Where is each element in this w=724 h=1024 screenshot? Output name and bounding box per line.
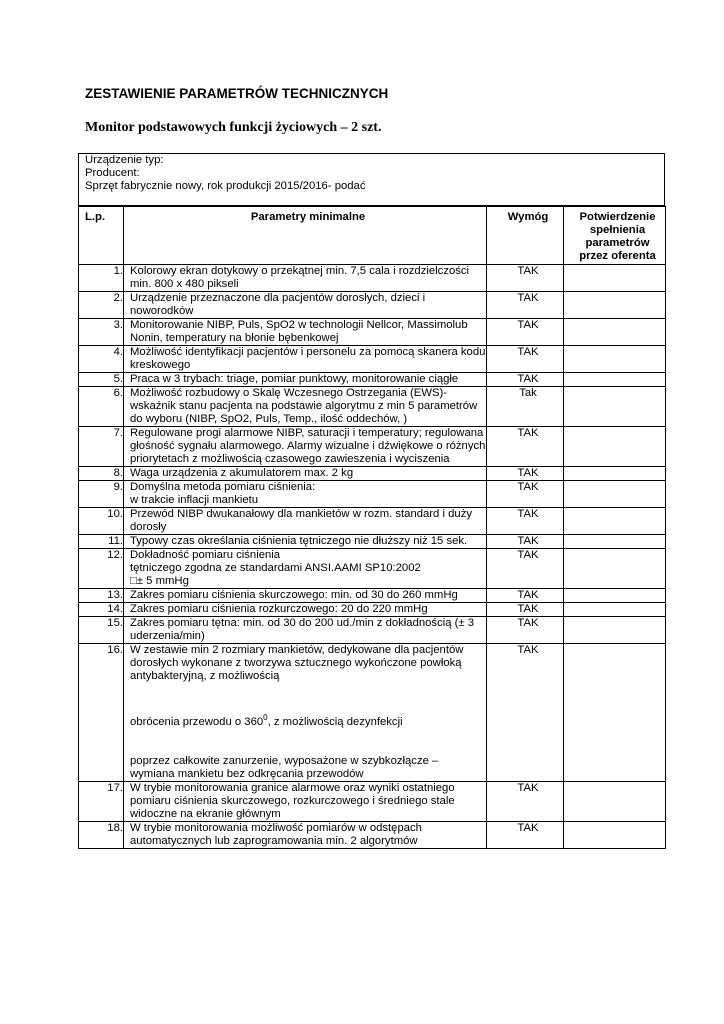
row-parameter: Kolorowy ekran dotykowy o przekątnej min. 7,5 cala i rozdzielczości min. 800 x 480 pikseli [124,265,487,292]
page-subheading: Monitor podstawowych funkcji życiowych – 2 szt. [85,120,382,135]
row-parameter: Typowy czas określania ciśnienia tętniczego nie dłuższy niż 15 sek. [124,535,487,549]
device-type-label: Urządzenie typ: [85,154,164,166]
row-requirement: TAK [487,265,564,292]
table-row [79,617,666,644]
header-requirement: Wymóg [487,207,564,265]
table-row [79,781,666,821]
row-lp: 11. [79,535,124,549]
row-requirement: TAK [487,644,564,782]
row-requirement: TAK [487,427,564,467]
row-confirmation-cell[interactable] [564,644,666,782]
row-parameter: W trybie monitorowania możliwość pomiarów w odstępach automatycznych lub zaprogramowania min. 2 algorytmów [124,821,487,848]
row-parameter: Możliwość identyfikacji pacjentów i personelu za pomocą skanera kodu kreskowego [124,346,487,373]
row-parameter: Regulowane progi alarmowe NIBP, saturacji i temperatury; regulowana głośność sygnału alarmowego. Alarmy wizualne i dźwiękowe o różnych priorytetach z możliwością czasowego zawieszenia i wyciszenia [124,427,487,467]
row-requirement: TAK [487,603,564,617]
device-info-box [78,153,665,206]
row-confirmation-cell[interactable] [564,481,666,508]
row-parameter: Waga urządzenia z akumulatorem max. 2 kg [124,467,487,481]
row-parameter: Urządzenie przeznaczone dla pacjentów dorosłych, dzieci i noworodków [124,292,487,319]
table-row [79,346,666,373]
table-row [79,481,666,508]
row-lp: 7. [79,427,124,467]
row-lp: 16. [79,644,124,782]
row-requirement: TAK [487,617,564,644]
row-confirmation-cell[interactable] [564,319,666,346]
row-lp: 6. [79,387,124,427]
row-requirement: TAK [487,346,564,373]
row-lp: 14. [79,603,124,617]
row-lp: 1. [79,265,124,292]
row-parameter [124,481,487,508]
row-lp: 15. [79,617,124,644]
table-row [79,467,666,481]
row-confirmation-cell[interactable] [564,821,666,848]
row-confirmation-cell[interactable] [564,508,666,535]
header-parameters: Parametry minimalne [124,207,487,265]
row-requirement: Tak [487,387,564,427]
row-confirmation-cell[interactable] [564,346,666,373]
table-row [79,644,666,782]
row-confirmation-cell[interactable] [564,617,666,644]
row-lp: 9. [79,481,124,508]
row-parameter [124,644,487,782]
table-row [79,603,666,617]
row-requirement: TAK [487,292,564,319]
table-row [79,535,666,549]
row-requirement: TAK [487,508,564,535]
row-parameter-part: W zestawie min 2 rozmiary mankietów, dedykowane dla pacjentów dorosłych wykonane z tworzywa sztucznego wykończone powłoką antybakteryjną, z możliwością [130,644,464,682]
row-lp: 17. [79,781,124,821]
row-confirmation-cell[interactable] [564,373,666,387]
row-confirmation-cell[interactable] [564,292,666,319]
row-lp: 5. [79,373,124,387]
row-lp: 4. [79,346,124,373]
row-parameter-part: poprzez całkowite zanurzenie, wyposażone w szybkozłącze – wymiana mankietu bez odkręcania przewodów [130,754,439,780]
row-parameter-part: obrócenia przewodu o $360^0$, z możliwością dezynfekcji [130,713,403,728]
table-row [79,387,666,427]
page-heading: ZESTAWIENIE PARAMETRÓW TECHNICZNYCH [85,86,389,101]
row-parameter-line: w trakcie inflacji mankietu [130,494,259,506]
row-parameter: Praca w 3 trybach: triage, pomiar punktowy, monitorowanie ciągłe [124,373,487,387]
row-lp: 13. [79,589,124,603]
producer-label: Producent: [85,167,140,179]
row-confirmation-cell[interactable] [564,427,666,467]
table-row [79,508,666,535]
row-lp: 8. [79,467,124,481]
row-requirement: TAK [487,373,564,387]
row-parameter: W trybie monitorowania granice alarmowe oraz wyniki ostatniego pomiaru ciśnienia skurczowego, rozkurczowego i średniego stale widoczne na ekranie głównym [124,781,487,821]
row-parameter: Przewód NIBP dwukanałowy dla mankietów w rozm. standard i duży dorosły [124,508,487,535]
row-requirement: TAK [487,319,564,346]
row-parameter: Zakres pomiaru ciśnienia rozkurczowego: 20 do 220 mmHg [124,603,487,617]
row-requirement: TAK [487,467,564,481]
table-row [79,265,666,292]
row-lp: 2. [79,292,124,319]
row-requirement: TAK [487,535,564,549]
row-parameter: Możliwość rozbudowy o Skalę Wczesnego Ostrzegania (EWS)- wskaźnik stanu pacjenta na podstawie algorytmu z min 5 parametrów do wyboru (NIBP, SpO2, Puls, Temp., ilość oddechów, ) [124,387,487,427]
parameters-table [78,206,666,849]
row-parameter: Monitorowanie NIBP, Puls, SpO2 w technologii Nellcor, Massimolub Nonin, temperatury na błonie bębenkowej [124,319,487,346]
row-confirmation-cell[interactable] [564,387,666,427]
table-row [79,319,666,346]
table-row [79,821,666,848]
row-confirmation-cell[interactable] [564,467,666,481]
row-requirement: TAK [487,481,564,508]
table-row [79,549,666,589]
row-lp: 18. [79,821,124,848]
row-confirmation-cell[interactable] [564,535,666,549]
row-parameter [124,549,487,589]
row-lp: 10. [79,508,124,535]
row-confirmation-cell[interactable] [564,549,666,589]
header-lp: L.p. [79,207,124,265]
row-requirement: TAK [487,549,564,589]
table-row [79,589,666,603]
row-requirement: TAK [487,589,564,603]
new-equipment-label: Sprzęt fabrycznie nowy, rok produkcji 2015/2016- podać [85,180,366,192]
table-header-row [79,207,666,265]
row-requirement: TAK [487,821,564,848]
row-confirmation-cell[interactable] [564,603,666,617]
row-confirmation-cell[interactable] [564,589,666,603]
header-confirmation: Potwierdzenie spełnienia parametrów przez oferenta [564,207,666,265]
row-parameter-line: □± 5 mmHg [130,575,189,587]
row-parameter-line: Dokładność pomiaru ciśnienia [130,549,281,561]
table-row [79,427,666,467]
row-confirmation-cell[interactable] [564,781,666,821]
row-parameter-line: Domyślna metoda pomiaru ciśnienia: [130,481,316,493]
row-parameter-line: tętniczego zgodna ze standardami ANSI.AAMI SP10:2002 [130,562,421,574]
row-lp: 3. [79,319,124,346]
row-lp: 12. [79,549,124,589]
row-requirement: TAK [487,781,564,821]
row-parameter: Zakres pomiaru ciśnienia skurczowego: min. od 30 do 260 mmHg [124,589,487,603]
table-row [79,292,666,319]
table-row [79,373,666,387]
row-confirmation-cell[interactable] [564,265,666,292]
row-parameter: Zakres pomiaru tętna: min. od 30 do 200 ud./min z dokładnością (± 3 uderzenia/min) [124,617,487,644]
